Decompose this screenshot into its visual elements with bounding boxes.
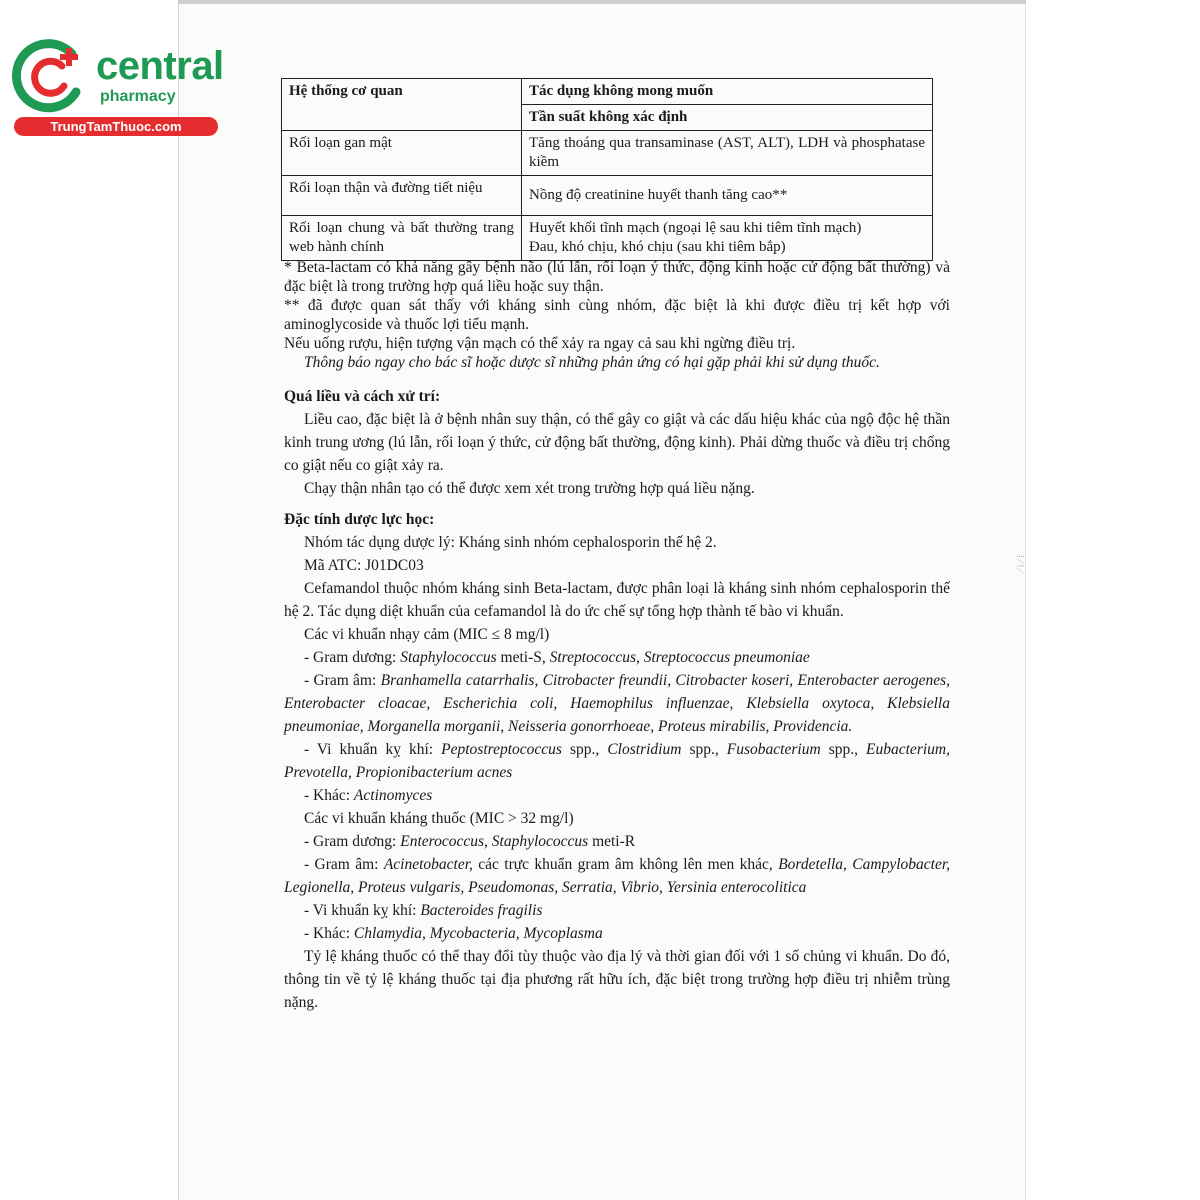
footnotes xyxy=(284,258,950,372)
drug-description: Cefamandol thuộc nhóm kháng sinh Beta-lactam, được phân loại là kháng sinh nhóm cephalosporin thế hệ 2. Tác dụng diệt khuẩn của cefamandol là do ức chế sự tổng hợp thành tế bào vi khuẩn. xyxy=(284,580,950,620)
cell-system: Rối loạn gan mật xyxy=(282,131,522,176)
central-pharmacy-logo[interactable] xyxy=(10,36,224,136)
footnote-3: Nếu uống rượu, hiện tượng vận mạch có thể xảy ra ngay cả sau khi ngừng điều trị. xyxy=(284,335,796,352)
pharmacodynamics-heading: Đặc tính dược lực học: xyxy=(284,511,435,528)
atc-code: Mã ATC: J01DC03 xyxy=(304,557,424,574)
overdose-section xyxy=(284,385,950,500)
header-frequency: Tần suất không xác định xyxy=(522,105,933,131)
site-url-badge[interactable]: TrungTamThuoc.com xyxy=(14,117,218,136)
cell-system: Rối loạn thận và đường tiết niệu xyxy=(282,176,522,216)
sensitive-other: - Khác: Actinomyces xyxy=(304,787,433,804)
adverse-effects-table xyxy=(281,78,933,261)
overdose-paragraph: Chạy thận nhân tạo có thể được xem xét trong trường hợp quá liều nặng. xyxy=(304,480,755,497)
brand-name: central xyxy=(96,44,224,88)
report-notice: Thông báo ngay cho bác sĩ hoặc dược sĩ những phản ứng có hại gặp phải khi sử dụng thuốc. xyxy=(304,354,880,371)
cell-system: Rối loạn chung và bất thường trang web hành chính xyxy=(282,216,522,261)
overdose-paragraph: Liều cao, đặc biệt là ở bệnh nhân suy thận, có thể gây co giật và các dấu hiệu khác của ngộ độc hệ thần kinh trung ương (lú lẫn, rối loạn ý thức, cử động bất thường, động kinh). Phải dừng thuốc và điều trị chống co giật nếu co giật xảy ra. xyxy=(284,411,950,474)
sensitive-title: Các vi khuẩn nhạy cảm (MIC ≤ 8 mg/l) xyxy=(304,626,550,643)
resistance-closing: Tỷ lệ kháng thuốc có thể thay đổi tùy thuộc vào địa lý và thời gian đối với 1 số chủng vi khuẩn. Do đó, thông tin về tỷ lệ kháng thuốc tại địa phương rất hữu ích, đặc biệt trong trường hợp điều trị nhiễm trùng nặng. xyxy=(284,948,950,1011)
sensitive-anaerobes: - Vi khuẩn kỵ khí: Peptostreptococcus spp., Clostridium spp., Fusobacterium spp., Eubacterium, Prevotella, Propionibacterium acnes xyxy=(284,741,950,781)
footnote-1: * Beta-lactam có khả năng gây bệnh não (lú lẫn, rối loạn ý thức, động kinh hoặc cử động bất thường) và đặc biệt là trong trường hợp quá liều hoặc suy thận. xyxy=(284,259,950,295)
sensitive-gram-positive: - Gram dương: Staphylococcus meti-S, Streptococcus, Streptococcus pneumoniae xyxy=(304,649,810,666)
resistant-gram-positive: - Gram dương: Enterococcus, Staphylococcus meti-R xyxy=(304,833,636,850)
cell-effect-line: Đau, khó chịu, khó chịu (sau khi tiêm bắp) xyxy=(529,239,786,255)
sensitive-gram-negative: - Gram âm: Branhamella catarrhalis, Citrobacter freundii, Citrobacter koseri, Enterobacter aerogenes, Enterobacter cloacae, Escherichia coli, Haemophilus influenzae, Klebsiella oxytoca, Klebsiella pneumoniae, Morganella morganii, Neisseria gonorrhoeae, Proteus mirabilis, Providencia. xyxy=(284,672,950,735)
page-top-edge xyxy=(178,0,1026,4)
resistant-title: Các vi khuẩn kháng thuốc (MIC > 32 mg/l) xyxy=(304,810,574,827)
brand-subtitle: pharmacy xyxy=(100,88,176,105)
pharmacologic-group: Nhóm tác dụng dược lý: Kháng sinh nhóm cephalosporin thế hệ 2. xyxy=(304,534,717,551)
cell-effect xyxy=(522,216,933,261)
header-organ-system: Hệ thống cơ quan xyxy=(282,79,522,131)
footnote-2: ** đã được quan sát thấy với kháng sinh cùng nhóm, đặc biệt là khi được điều trị kết hợp với aminoglycoside và thuốc lợi tiểu mạnh. xyxy=(284,297,950,333)
margin-stamp-mark: ⁞ ⁄ ⁞ ⁄ xyxy=(1014,555,1025,572)
resistant-gram-negative: - Gram âm: Acinetobacter, các trực khuẩn gram âm không lên men khác, Bordetella, Campylobacter, Legionella, Proteus vulgaris, Pseudomonas, Serratia, Vibrio, Yersinia enterocolitica xyxy=(284,856,951,896)
cell-effect-line: Huyết khối tĩnh mạch (ngoại lệ sau khi tiêm tĩnh mạch) xyxy=(529,220,862,236)
pharmacy-cross-icon xyxy=(10,36,94,116)
cell-effect: Nồng độ creatinine huyết thanh tăng cao** xyxy=(522,176,933,216)
table-row xyxy=(282,176,933,216)
table-row xyxy=(282,216,933,261)
resistant-anaerobes: - Vi khuẩn kỵ khí: Bacteroides fragilis xyxy=(304,902,543,919)
cell-effect: Tăng thoáng qua transaminase (AST, ALT), LDH và phosphatase kiềm xyxy=(522,131,933,176)
header-adverse-effects: Tác dụng không mong muốn xyxy=(522,79,933,105)
table-header-row xyxy=(282,79,933,105)
resistant-other: - Khác: Chlamydia, Mycobacteria, Mycoplasma xyxy=(304,925,603,942)
pharmacodynamics-section xyxy=(284,508,950,1014)
overdose-heading: Quá liều và cách xử trí: xyxy=(284,388,441,405)
table-row xyxy=(282,131,933,176)
